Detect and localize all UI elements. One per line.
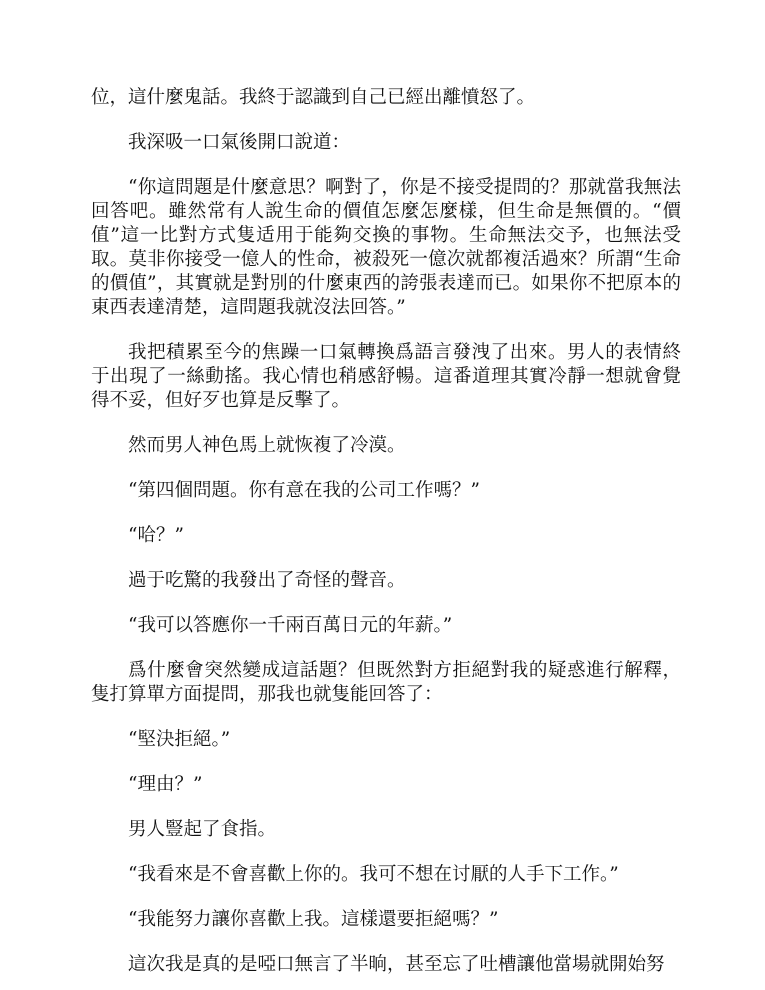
paragraph: 我深吸一口氣後開口說道： [128,132,351,153]
paragraph: “你這問題是什麼意思？啊對了，你是不接受提問的？那就當我無法回答吧。雖然常有人說生命的價值怎麼怎麼樣，但生命是無價的。“價值”這一比對方式隻适用于能夠交換的事物。生命無法交予，也無法受取。莫非你接受一億人的性命，被殺死一億次就都複活過來？所謂“生命的價值”，其實就是對別的什麼東西的誇張表達而已。如果你不把原本的東西表達清楚，這問題我就沒法回答。” [91,177,681,318]
paragraph: “哈？” [128,525,184,546]
paragraph: 爲什麼會突然變成這話題？但既然對方拒絕對我的疑惑進行解釋，隻打算單方面提問，那我也就隻能回答了： [91,660,681,705]
paragraph: “我能努力讓你喜歡上我。這樣還要拒絕嗎？” [128,909,499,930]
document-page [91,86,681,977]
paragraph: “理由？” [128,774,203,795]
paragraph: 過于吃驚的我發出了奇怪的聲音。 [128,570,406,591]
paragraph-continued: 位，這什麼鬼話。我終于認識到自己已經出離憤怒了。 [91,87,536,108]
paragraph: “堅決拒絕。” [128,729,231,750]
paragraph: 男人豎起了食指。 [128,819,277,840]
paragraph: “我看來是不會喜歡上你的。我可不想在讨厭的人手下工作。” [128,864,619,885]
paragraph: 這次我是真的是啞口無言了半晌，甚至忘了吐槽讓他當場就開始努 [128,954,665,975]
paragraph: 然而男人神色馬上就恢複了冷漠。 [128,435,406,456]
paragraph: 我把積累至今的焦躁一口氣轉換爲語言發洩了出來。男人的表情終于出現了一絲動搖。我心情也稍感舒暢。這番道理其實冷靜一想就會覺得不妥，但好歹也算是反擊了。 [91,342,681,411]
paragraph: “我可以答應你一千兩百萬日元的年薪。” [128,615,453,636]
paragraph: “第四個問題。你有意在我的公司工作嗎？” [128,480,480,501]
